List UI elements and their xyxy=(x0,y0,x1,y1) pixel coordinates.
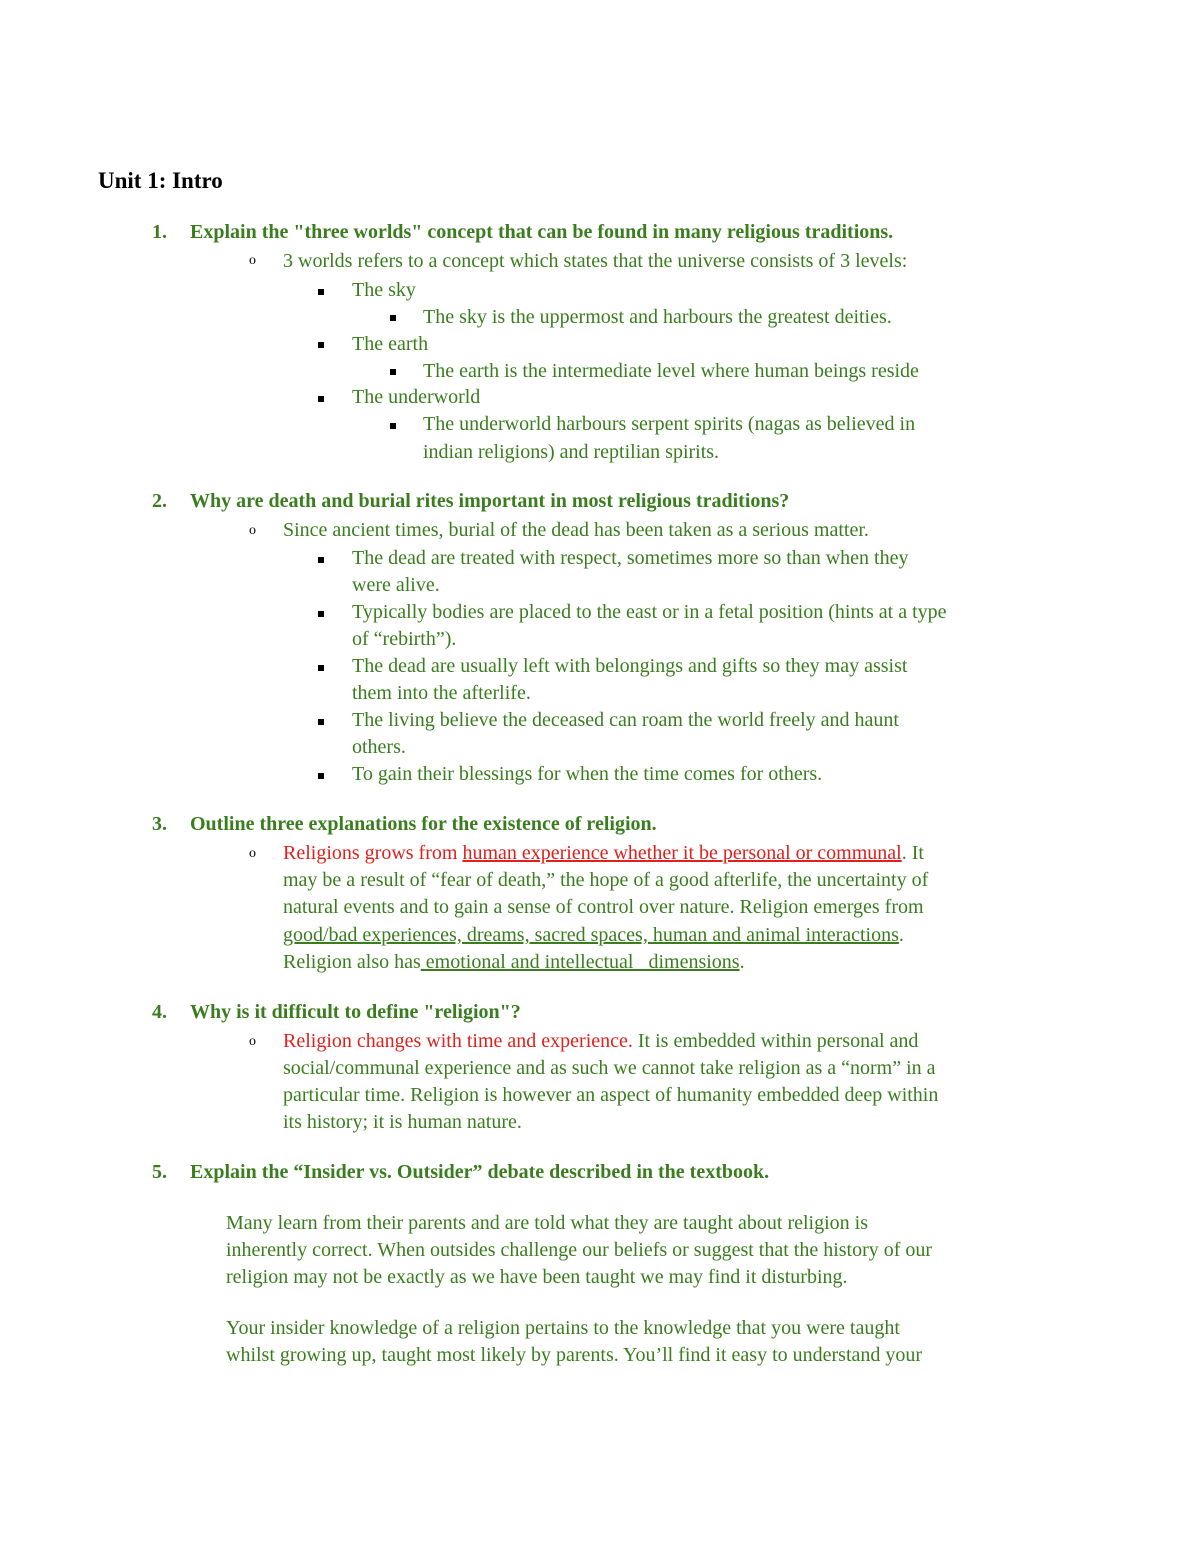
question-number: 5. xyxy=(152,1161,167,1183)
answer-line: The dead are usually left with belongings and gifts so they may assist xyxy=(352,655,908,677)
answer-line xyxy=(283,840,924,867)
answer-line: The underworld harbours serpent spirits (nagas as believed in xyxy=(423,413,916,435)
answer-line xyxy=(283,922,904,949)
answer-line xyxy=(283,1028,918,1055)
circle-bullet-icon: o xyxy=(249,523,256,538)
answer-line: whilst growing up, taught most likely by parents. You’ll find it easy to understand your xyxy=(226,1344,923,1366)
question-text: Explain the "three worlds" concept that can be found in many religious traditions. xyxy=(190,221,894,243)
circle-bullet-icon: o xyxy=(249,253,256,268)
highlighted-text: Religions grows from xyxy=(283,842,463,864)
square-bullet-icon xyxy=(318,557,324,563)
square-bullet-icon xyxy=(318,665,324,671)
square-bullet-icon xyxy=(390,369,396,375)
page-title: Unit 1: Intro xyxy=(98,168,223,193)
highlighted-text: Religion changes with time and experience. xyxy=(283,1030,633,1052)
square-bullet-icon xyxy=(318,719,324,725)
square-bullet-icon xyxy=(318,611,324,617)
circle-bullet-icon: o xyxy=(249,846,256,861)
answer-line: 3 worlds refers to a concept which states that the universe consists of 3 levels: xyxy=(283,250,908,272)
question-text: Why is it difficult to define "religion"? xyxy=(190,1001,521,1023)
question-number: 3. xyxy=(152,813,167,835)
answer-line: The earth xyxy=(352,333,429,355)
answer-line: religion may not be exactly as we have been taught we may find it disturbing. xyxy=(226,1266,848,1288)
answer-line: may be a result of “fear of death,” the hope of a good afterlife, the uncertainty of xyxy=(283,869,929,891)
answer-line: them into the afterlife. xyxy=(352,682,531,704)
square-bullet-icon xyxy=(390,315,396,321)
question-2 xyxy=(152,490,789,513)
answer-line: social/communal experience and as such we cannot take religion as a “norm” in a xyxy=(283,1057,936,1079)
square-bullet-icon xyxy=(318,289,324,295)
answer-line: The living believe the deceased can roam the world freely and haunt xyxy=(352,709,899,731)
answer-line: natural events and to gain a sense of control over nature. Religion emerges from xyxy=(283,896,924,918)
question-number: 4. xyxy=(152,1001,167,1023)
answer-line: The underworld xyxy=(352,386,481,408)
underlined-text: emotional and intellectual dimensions xyxy=(420,951,740,973)
question-3 xyxy=(152,813,657,836)
answer-line: indian religions) and reptilian spirits. xyxy=(423,441,720,463)
answer-line: To gain their blessings for when the time comes for others. xyxy=(352,763,823,785)
square-bullet-icon xyxy=(318,773,324,779)
answer-line: its history; it is human nature. xyxy=(283,1111,522,1133)
circle-bullet-icon: o xyxy=(249,1034,256,1049)
question-number: 2. xyxy=(152,490,167,512)
answer-text: . xyxy=(898,924,904,946)
square-bullet-icon xyxy=(318,396,324,402)
question-1 xyxy=(152,221,893,244)
answer-line: The dead are treated with respect, sometimes more so than when they xyxy=(352,547,909,569)
question-number: 1. xyxy=(152,221,167,243)
answer-line: Typically bodies are placed to the east or in a fetal position (hints at a type xyxy=(352,601,947,623)
answer-line: of “rebirth”). xyxy=(352,628,457,650)
question-4 xyxy=(152,1001,521,1024)
underlined-text: good/bad experiences, dreams, sacred spaces, human and animal interactions xyxy=(283,924,899,946)
answer-line: were alive. xyxy=(352,574,440,596)
answer-line: Many learn from their parents and are told what they are taught about religion is xyxy=(226,1212,869,1234)
answer-text: . It xyxy=(901,842,924,864)
answer-text: Religion also has xyxy=(283,951,421,973)
question-text: Outline three explanations for the existence of religion. xyxy=(190,813,657,835)
answer-line: The sky xyxy=(352,279,416,301)
answer-line: The earth is the intermediate level where human beings reside xyxy=(423,360,919,382)
answer-line: Your insider knowledge of a religion pertains to the knowledge that you were taught xyxy=(226,1317,900,1339)
answer-text: It is embedded within personal and xyxy=(632,1030,919,1052)
square-bullet-icon xyxy=(390,423,396,429)
answer-line: others. xyxy=(352,736,406,758)
answer-line: Since ancient times, burial of the dead has been taken as a serious matter. xyxy=(283,519,869,541)
answer-line: particular time. Religion is however an aspect of humanity embedded deep within xyxy=(283,1084,939,1106)
question-text: Why are death and burial rites important in most religious traditions? xyxy=(190,490,790,512)
highlighted-underlined-text: human experience whether it be personal or communal xyxy=(462,842,902,864)
answer-line xyxy=(283,949,745,976)
question-text: Explain the “Insider vs. Outsider” debate described in the textbook. xyxy=(190,1161,770,1183)
square-bullet-icon xyxy=(318,342,324,348)
answer-line: The sky is the uppermost and harbours the greatest deities. xyxy=(423,306,892,328)
answer-line: inherently correct. When outsides challenge our beliefs or suggest that the history of our xyxy=(226,1239,933,1261)
question-5 xyxy=(152,1161,769,1184)
answer-text: . xyxy=(739,951,745,973)
